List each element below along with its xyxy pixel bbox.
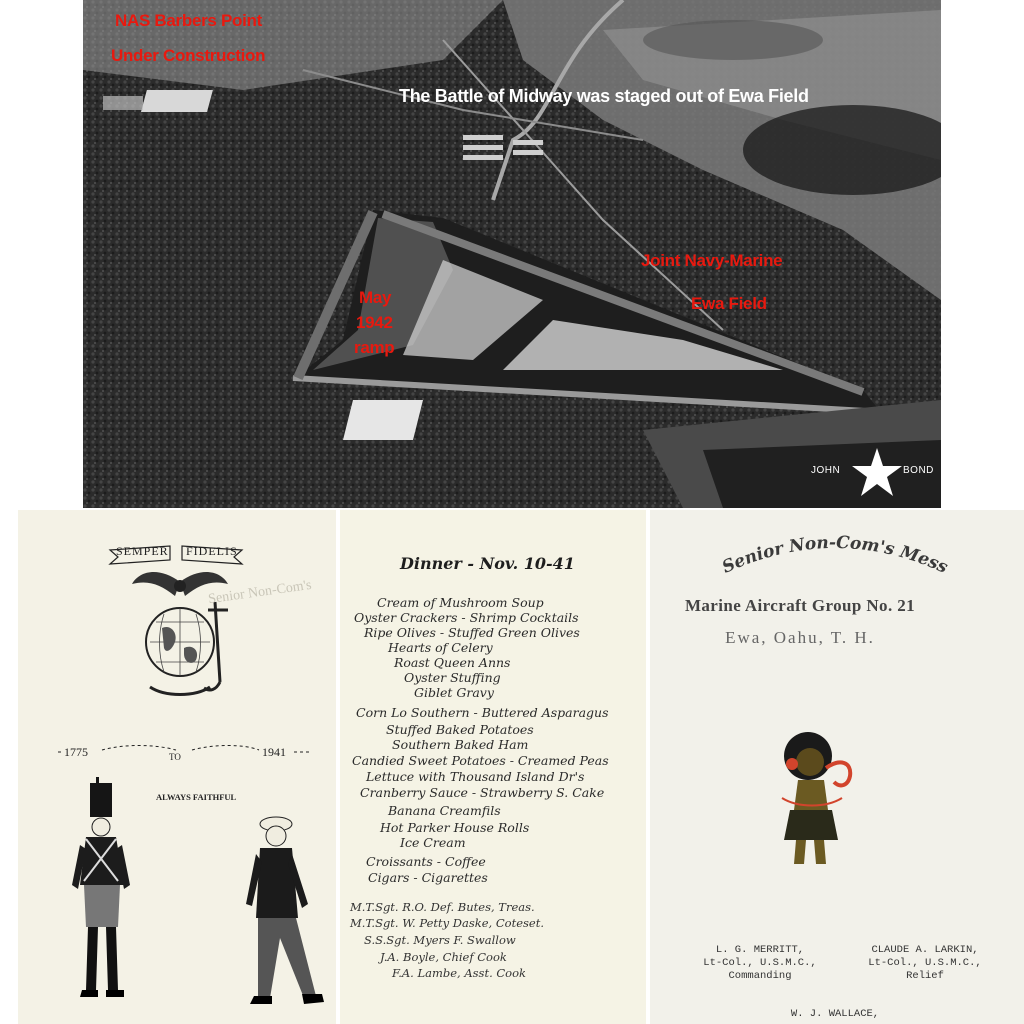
dinner-title: Dinner - Nov. 10-41 (400, 554, 575, 573)
menu-item: Corn Lo Southern - Buttered Asparagus (356, 705, 609, 720)
menu-item: Hearts of Celery (388, 640, 493, 655)
nas-label-line1: NAS Barbers Point (115, 11, 262, 30)
signature-line: M.T.Sgt. W. Petty Daske, Coteset. (350, 916, 544, 930)
year-end: 1941 (262, 745, 286, 759)
ramp-label-line2: 1942 (356, 313, 393, 332)
officer-larkin (850, 944, 1000, 983)
menu-item: Croissants - Coffee (366, 854, 486, 869)
officer-merritt (690, 944, 830, 983)
year-to: TO (169, 752, 181, 762)
menu-cover-panel (18, 510, 336, 1024)
svg-text:Senior Non-Com's Mess: Senior Non-Com's Mess (719, 532, 951, 578)
officer-role: Commanding (728, 970, 792, 982)
officer-name: CLAUDE A. LARKIN, (871, 944, 979, 956)
officer-name: L. G. MERRITT, (715, 944, 805, 956)
aerial-photo (83, 0, 941, 508)
menu-item: Southern Baked Ham (392, 737, 529, 752)
airfield-aerial-image (83, 0, 941, 508)
menu-item: Banana Creamfils (388, 803, 501, 818)
officer-rank: Lt-Col., U.S.M.C., (868, 957, 982, 969)
menu-dinner-panel (340, 510, 646, 1024)
menu-item: Candied Sweet Potatoes - Creamed Peas (352, 753, 609, 768)
year-dash-line (54, 740, 316, 764)
arc-title (690, 518, 980, 590)
ramp-label-line1: May (359, 288, 392, 307)
joint-label-line2: Ewa Field (691, 294, 767, 313)
menu-item: Cream of Mushroom Soup (377, 595, 544, 610)
menu-item: Ripe Olives - Stuffed Green Olives (364, 625, 580, 640)
hula-dancer-icon (768, 728, 868, 870)
banner-text-left: SEMPER (116, 544, 169, 558)
officer-name: W. J. WALLACE, (790, 1008, 880, 1020)
signature-line: M.T.Sgt. R.O. Def. Butes, Treas. (350, 900, 535, 914)
menu-item: Roast Queen Anns (394, 655, 511, 670)
signature-line: J.A. Boyle, Chief Cook (380, 950, 507, 964)
officer-role: Relief (906, 970, 944, 982)
watermark-left: JOHN (811, 465, 841, 476)
year-start: 1775 (64, 745, 88, 759)
signature-line: S.S.Sgt. Myers F. Swallow (364, 933, 516, 947)
star-icon (850, 446, 904, 498)
menu-item: Lettuce with Thousand Island Dr's (366, 769, 585, 784)
midway-caption: The Battle of Midway was staged out of Ewa Field (399, 86, 809, 106)
menu-item: Oyster Stuffing (404, 670, 501, 685)
watermark-right: BOND (903, 465, 934, 476)
marine-1941-figure (242, 808, 328, 1010)
menu-item: Hot Parker House Rolls (380, 820, 530, 835)
marine-1775-figure (66, 775, 138, 1007)
group-location: Ewa, Oahu, T. H. (725, 628, 875, 647)
nas-label-line2: Under Construction (111, 46, 266, 65)
menu-item: Giblet Gravy (414, 685, 494, 700)
menu-item: Oyster Crackers - Shrimp Cocktails (354, 610, 579, 625)
officer-wallace (770, 1008, 900, 1021)
menu-title-panel (650, 510, 1024, 1024)
menu-item: Ice Cream (400, 835, 466, 850)
menu-item: Cranberry Sauce - Strawberry S. Cake (360, 785, 605, 800)
eagle-globe-anchor-icon (120, 562, 240, 697)
menu-item: Stuffed Baked Potatoes (386, 722, 534, 737)
motto-text: ALWAYS FAITHFUL (156, 792, 237, 802)
signature-line: F.A. Lambe, Asst. Cook (392, 966, 526, 980)
joint-label-line1: Joint Navy-Marine (641, 251, 783, 270)
group-name: Marine Aircraft Group No. 21 (684, 596, 916, 615)
ramp-label-line3: ramp (354, 338, 395, 357)
menu-item: Cigars - Cigarettes (368, 870, 488, 885)
officer-rank: Lt-Col., U.S.M.C., (703, 957, 817, 969)
bleed-through-text: Senior Non-Com's (207, 577, 313, 608)
banner-text-right: FIDELIS (186, 544, 238, 558)
